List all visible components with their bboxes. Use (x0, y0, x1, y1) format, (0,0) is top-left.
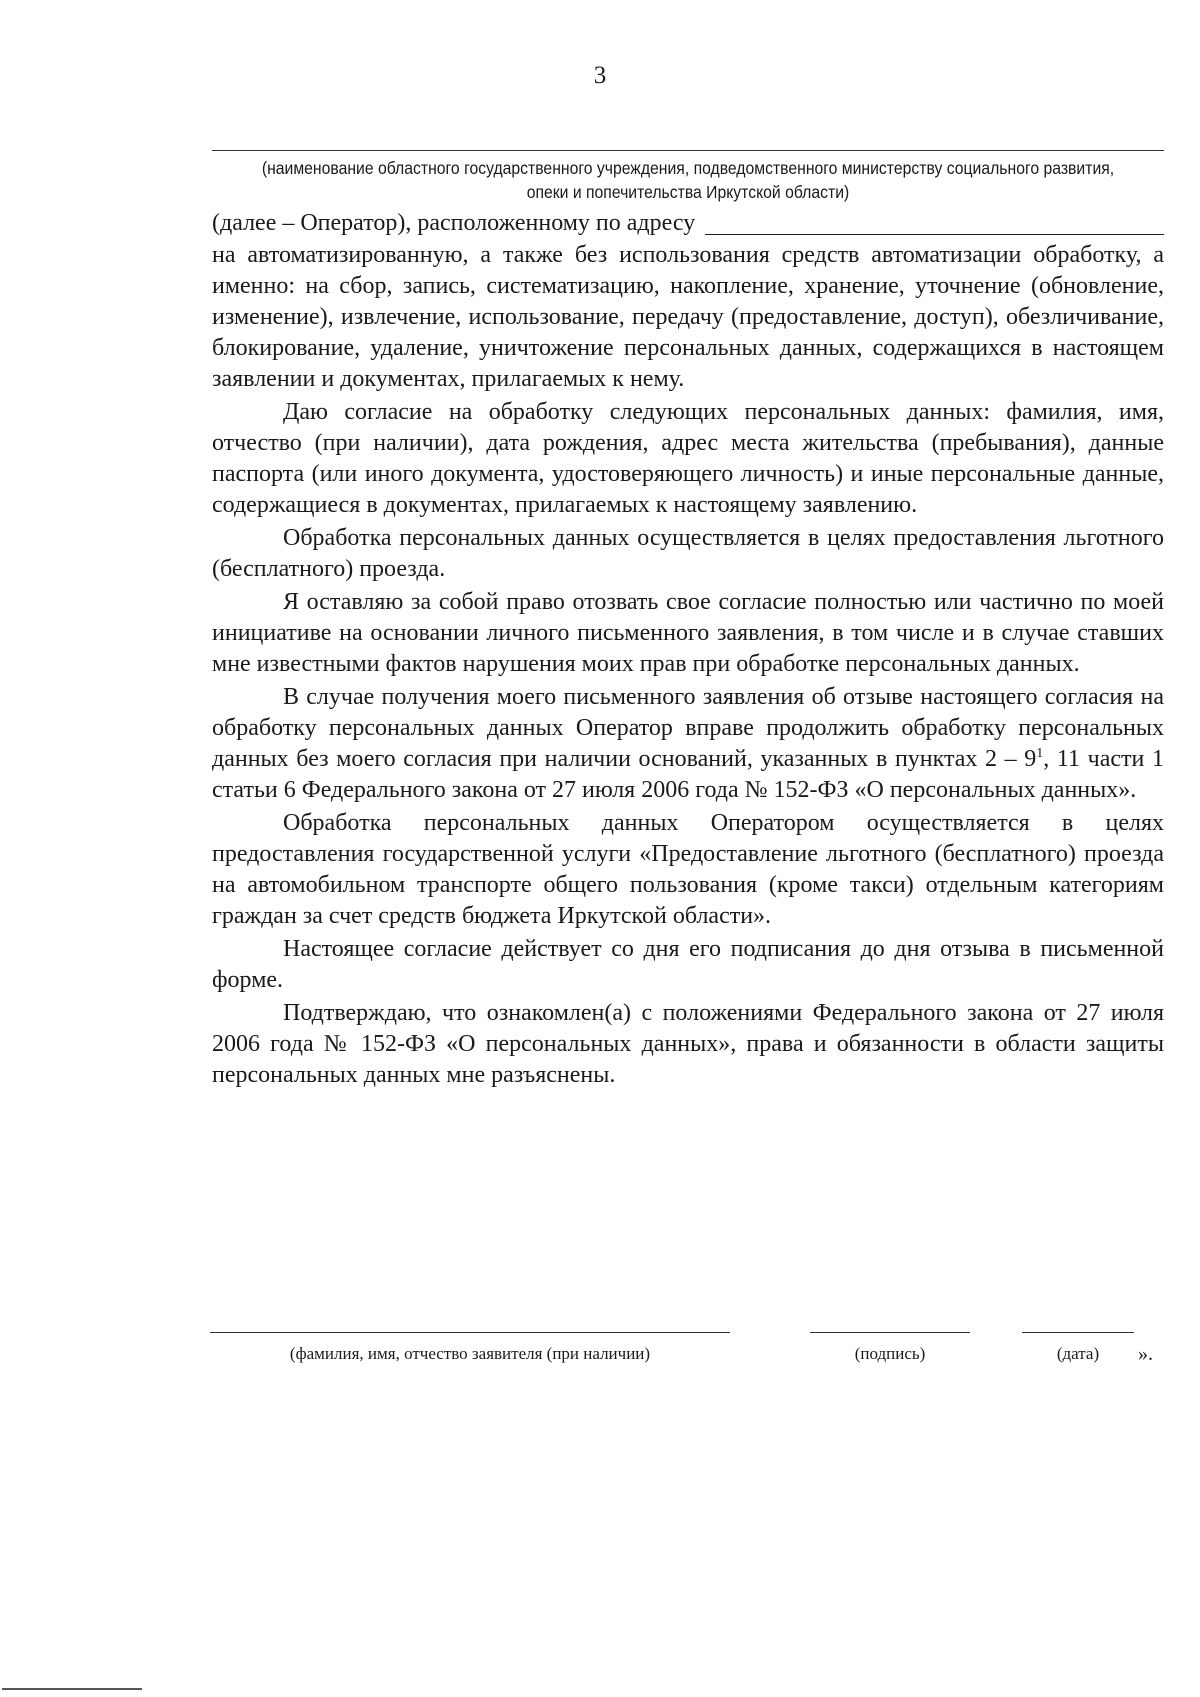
address-label: (далее – Оператор), расположенному по адресу (212, 210, 696, 236)
address-blank (705, 210, 1164, 235)
paragraph-validity: Настоящее согласие действует со дня его подписания до дня отзыва в письменной форме. (212, 936, 1164, 993)
paragraph-continued-processing-part1: В случае получения моего письменного заявления об отзыве настоящего согласия на обработку персональных данных Оператор вправе продолжить обработку персональных данных без моего согласия при наличии оснований, указанных в пунктах 2 – 9 (212, 684, 1164, 772)
footnote-superscript: 1 (1036, 746, 1044, 761)
address-line (212, 208, 1164, 239)
page-number: 3 (593, 62, 607, 89)
date-caption: (дата) (1056, 1344, 1100, 1363)
date-line (1022, 1332, 1134, 1333)
institution-caption: (наименование областного государственного учреждения, подведомственного министерству социального развития, опеки и попечительства Иркутской области) (261, 158, 1115, 202)
consent-body (212, 240, 1164, 1093)
name-caption: (фамилия, имя, отчество заявителя (при наличии) (289, 1344, 651, 1363)
paragraph-revocation: Я оставляю за собой право отозвать свое согласие полностью или частично по моей инициативе на основании личного письменного заявления, в том числе и в случае ставших мне известными фактов нарушения моих прав при обработке персональных данных. (212, 589, 1164, 677)
signature-line (810, 1332, 970, 1333)
closing-quote-mark: ». (1138, 1343, 1153, 1365)
signature-caption: (подпись) (854, 1344, 926, 1363)
paragraph-continued-processing (212, 682, 1164, 806)
name-signature-line (210, 1332, 730, 1333)
paragraph-purpose: Обработка персональных данных осуществляется в целях предоставления льготного (бесплатного) проезда. (212, 525, 1164, 582)
paragraph-processing-scope: на автоматизированную, а также без использования средств автоматизации обработку, а именно: на сбор, запись, систематизацию, накопление, хранение, уточнение (обновление, изменение), извлечение, использование, передачу (предоставление, доступ), обезличивание, блокирование, удаление, уничтожение персональных данных, содержащихся в настоящем заявлении и документах, прилагаемых к нему. (212, 242, 1164, 392)
paragraph-acknowledgement: Подтверждаю, что ознакомлен(а) с положениями Федерального закона от 27 июля 2006 года № 152-ФЗ «О персональных данных», права и обязанности в области защиты персональных данных мне разъяснены. (212, 1000, 1164, 1088)
paragraph-service: Обработка персональных данных Оператором осуществляется в целях предоставления государственной услуги «Предоставление льготного (бесплатного) проезда на автомобильном транспорте общего пользования (кроме такси) отдельным категориям граждан за счет средств бюджета Иркутской области». (212, 810, 1164, 929)
scan-edge-mark (2, 1688, 142, 1690)
paragraph-continued-processing-part2: , 11 части 1 статьи 6 Федерального закона от 27 июля 2006 года № 152-ФЗ «О персональных данных». (212, 746, 1164, 803)
paragraph-data-list: Даю согласие на обработку следующих персональных данных: фамилия, имя, отчество (при наличии), дата рождения, адрес места жительства (пребывания), данные паспорта (или иного документа, удостоверяющего личность) и иные персональные данные, содержащиеся в документах, прилагаемых к настоящему заявлению. (212, 399, 1164, 518)
institution-name-line (212, 150, 1164, 151)
